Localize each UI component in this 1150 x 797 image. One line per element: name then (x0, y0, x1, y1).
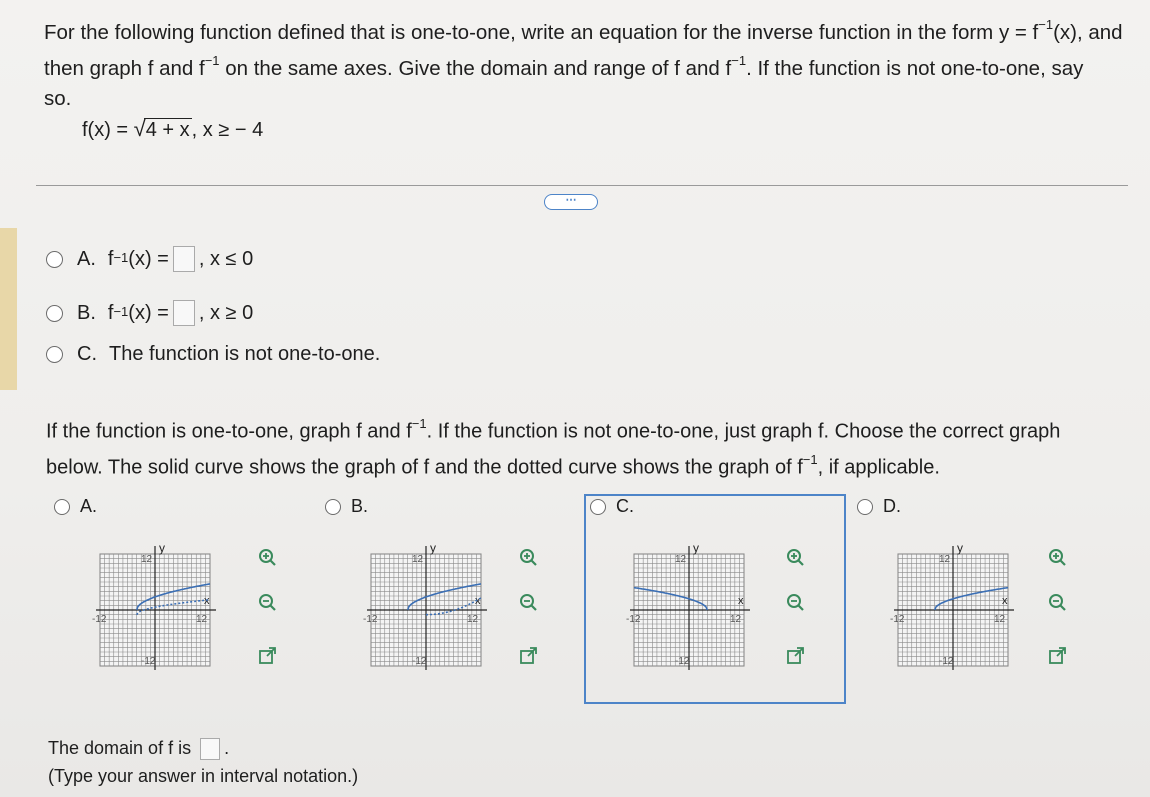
graph-c[interactable] (626, 542, 752, 678)
side-tab (0, 228, 17, 390)
zoom-out-icon[interactable] (786, 593, 804, 611)
function-definition: f(x) = √4 + x , x ≥ − 4 (82, 116, 264, 141)
tick-label: -12 (412, 656, 427, 667)
tick-label: 12 (412, 554, 424, 565)
tick-label: 12 (196, 614, 208, 625)
radio-c[interactable] (46, 346, 63, 363)
graph-d[interactable] (890, 542, 1016, 678)
option-a[interactable]: A. f $^{-1}$ (x) = , x ≤ 0 (46, 246, 253, 272)
tick-label: -12 (939, 656, 954, 667)
x-axis-label: x (475, 595, 481, 607)
question-text: For the following function defined that is one-to-one, write an equation for the inverse function in the form $y = f^{-1}(x)$, and then graph f and $f^{-1}$ on the same axes. Give the domain and range of f and $f^{-1}$. If the function is not one-to-one, say so. (44, 17, 1123, 110)
graph-a[interactable] (92, 542, 218, 678)
y-axis-label: y (159, 542, 165, 555)
x-axis-label: x (738, 595, 744, 607)
expand-icon[interactable] (258, 647, 276, 665)
tick-label: -12 (363, 614, 378, 625)
domain-answer-box[interactable] (200, 738, 220, 760)
graph-instructions: If the function is one-to-one, graph f and $f^{-1}$. If the function is not one-to-one, just graph f. Choose the correct graph below. The solid curve shows the graph of f and the dotted curve shows the graph of $f^{-1}$, if applicable. (46, 416, 1061, 479)
answer-box-b[interactable] (173, 300, 195, 326)
y-axis-label: y (957, 542, 963, 555)
tick-label: 12 (675, 554, 687, 565)
domain-prompt: The domain of f is . (Type your answer in interval notation.) (48, 738, 359, 786)
zoom-out-icon[interactable] (258, 593, 276, 611)
x-axis-label: x (1002, 595, 1008, 607)
tick-label: -12 (92, 614, 107, 625)
tick-label: 12 (994, 614, 1006, 625)
tick-label: 12 (467, 614, 479, 625)
option-c[interactable]: C. The function is not one-to-one. (46, 343, 380, 366)
graph-option-d[interactable]: D. (857, 496, 901, 517)
answer-box-a[interactable] (173, 246, 195, 272)
zoom-in-icon[interactable] (786, 548, 804, 566)
graph-radio-a[interactable] (54, 499, 70, 515)
zoom-out-icon[interactable] (519, 593, 537, 611)
zoom-in-icon[interactable] (258, 548, 276, 566)
graph-radio-d[interactable] (857, 499, 873, 515)
y-axis-label: y (430, 542, 436, 555)
tick-label: -12 (675, 656, 690, 667)
graph-option-b[interactable]: B. (325, 496, 368, 517)
tick-label: 12 (141, 554, 153, 565)
radio-a[interactable] (46, 251, 63, 268)
tick-label: -12 (141, 656, 156, 667)
expand-icon[interactable] (1048, 647, 1066, 665)
y-axis-label: y (693, 542, 699, 555)
zoom-in-icon[interactable] (1048, 548, 1066, 566)
expand-icon[interactable] (519, 647, 537, 665)
graph-option-c[interactable]: C. (590, 496, 634, 517)
option-b[interactable]: B. f $^{-1}$ (x) = , x ≥ 0 (46, 300, 253, 326)
more-button[interactable]: ⋯ (544, 194, 598, 210)
zoom-out-icon[interactable] (1048, 593, 1066, 611)
graph-option-a[interactable]: A. (54, 496, 97, 517)
radio-b[interactable] (46, 305, 63, 322)
x-axis-label: x (204, 595, 210, 607)
expand-icon[interactable] (786, 647, 804, 665)
graph-radio-b[interactable] (325, 499, 341, 515)
zoom-in-icon[interactable] (519, 548, 537, 566)
tick-label: -12 (890, 614, 905, 625)
tick-label: -12 (626, 614, 641, 625)
tick-label: 12 (730, 614, 742, 625)
graph-b[interactable] (363, 542, 489, 678)
divider (36, 185, 1128, 186)
tick-label: 12 (939, 554, 951, 565)
